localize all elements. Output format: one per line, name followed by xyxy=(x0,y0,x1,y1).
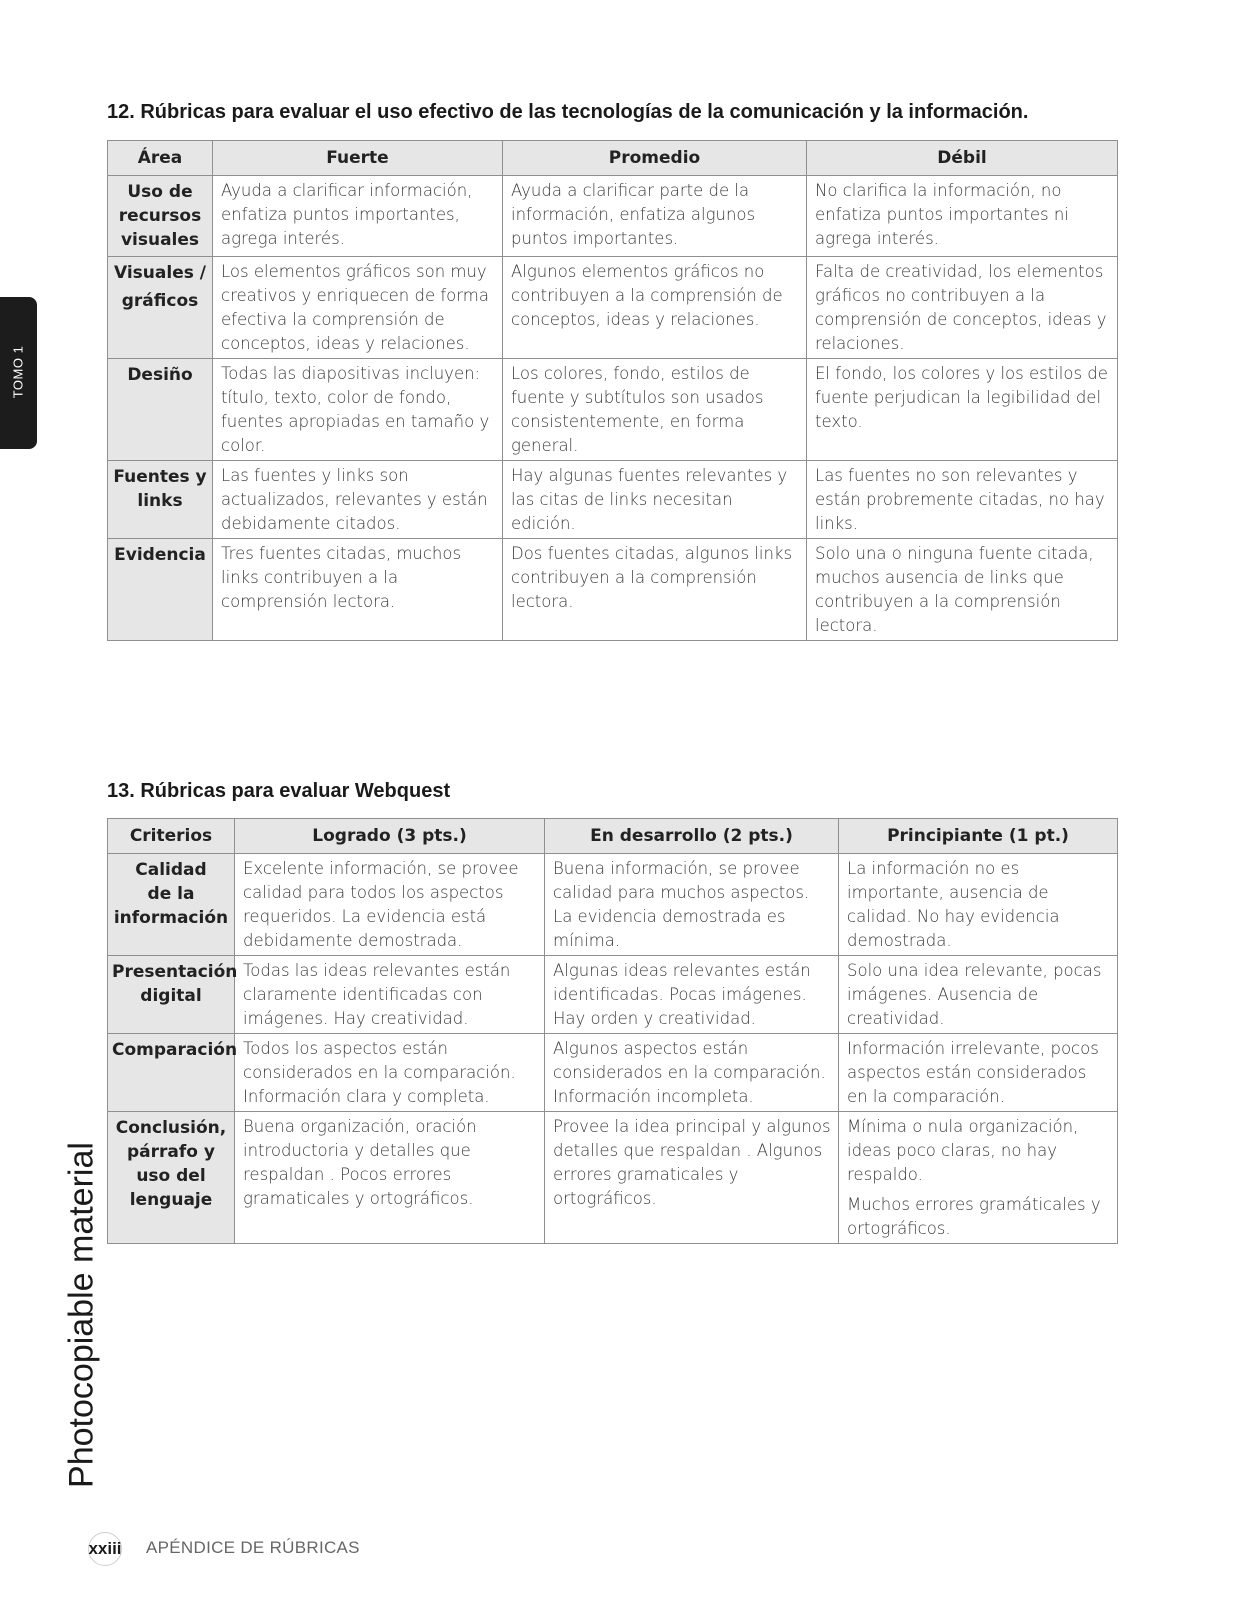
cell-principiante xyxy=(839,1112,1118,1244)
cell-debil: Las fuentes no son relevantes y están probremente citadas, no hay links. xyxy=(807,461,1118,539)
header-area: Área xyxy=(108,141,213,176)
section-13-title: 13. Rúbricas para evaluar Webquest xyxy=(107,780,451,802)
table-row xyxy=(108,854,1118,956)
table-row xyxy=(108,956,1118,1034)
area-line: Evidencia xyxy=(114,545,206,565)
row-area xyxy=(108,956,238,1034)
cell-paragraph: Muchos errores gramáticales y ortográficos. xyxy=(847,1195,1101,1238)
area-line: lenguaje xyxy=(129,1190,213,1210)
area-line: uso del xyxy=(136,1166,206,1186)
area-line: Calidad xyxy=(135,860,207,880)
table-row xyxy=(108,257,1118,359)
area-line: Desiño xyxy=(127,365,193,385)
cell-principiante: Solo una idea relevante, pocas imágenes. Ausencia de creatividad. xyxy=(839,956,1118,1034)
area-line: links xyxy=(137,491,183,511)
row-area xyxy=(108,539,213,641)
cell-debil: No clarifica la información, no enfatiza puntos importantes ni agrega interés. xyxy=(807,176,1118,257)
cell-debil: El fondo, los colores y los estilos de fuente perjudican la legibilidad del texto. xyxy=(807,359,1118,461)
area-line: Presentación xyxy=(112,962,238,982)
cell-fuerte: Las fuentes y links son actualizados, relevantes y están debidamente citados. xyxy=(213,461,503,539)
header-criterios: Criterios xyxy=(108,819,235,854)
table-row xyxy=(108,461,1118,539)
cell-debil: Falta de creatividad, los elementos gráficos no contribuyen a la comprensión de conceptos, ideas y relaciones. xyxy=(807,257,1118,359)
rubric-table-13 xyxy=(107,818,1118,1244)
cell-logrado: Buena organización, oración introductoria y detalles que respaldan . Pocos errores gramaticales y ortográficos. xyxy=(235,1112,545,1244)
row-area xyxy=(108,257,213,359)
area-line: Conclusión, xyxy=(115,1118,227,1138)
row-area xyxy=(108,854,235,956)
area-line: Fuentes y xyxy=(113,467,207,487)
cell-en-desarrollo: Algunas ideas relevantes están identificadas. Pocas imágenes. Hay orden y creatividad. xyxy=(545,956,839,1034)
cell-en-desarrollo: Provee la idea principal y algunos detalles que respaldan . Algunos errores gramaticales y ortográficos. xyxy=(545,1112,839,1244)
side-tab-label: TOMO 1 xyxy=(10,345,26,399)
table-row xyxy=(108,176,1118,257)
area-line: visuales xyxy=(120,230,200,250)
area-line: Uso de xyxy=(127,182,193,202)
section-12-title: 12. Rúbricas para evaluar el uso efectivo de las tecnologías de la comunicación y la información. xyxy=(107,101,1029,123)
header-row xyxy=(108,141,1118,176)
cell-logrado: Excelente información, se provee calidad para todos los aspectos requeridos. La evidencia está debidamente demostrada. xyxy=(235,854,545,956)
table-row xyxy=(108,359,1118,461)
cell-logrado: Todos los aspectos están considerados en la comparación. Información clara y completa. xyxy=(235,1034,545,1112)
cell-promedio: Hay algunas fuentes relevantes y las citas de links necesitan edición. xyxy=(503,461,807,539)
cell-logrado: Todas las ideas relevantes están claramente identificadas con imágenes. Hay creatividad. xyxy=(235,956,545,1034)
table-row xyxy=(108,1034,1118,1112)
row-area xyxy=(108,1034,238,1112)
header-promedio: Promedio xyxy=(503,141,807,176)
page-number: xxiii xyxy=(88,1532,122,1566)
row-area xyxy=(108,359,213,461)
cell-principiante: La información no es importante, ausencia de calidad. No hay evidencia demostrada. xyxy=(839,854,1118,956)
area-line: información xyxy=(113,908,229,928)
header-fuerte: Fuerte xyxy=(213,141,503,176)
row-area xyxy=(108,461,213,539)
header-en-desarrollo: En desarrollo (2 pts.) xyxy=(545,819,839,854)
cell-promedio: Dos fuentes citadas, algunos links contribuyen a la comprensión lectora. xyxy=(503,539,807,641)
row-area xyxy=(108,1112,235,1244)
area-line: de la xyxy=(147,884,195,904)
footer-label: APÉNDICE DE RÚBRICAS xyxy=(146,1538,360,1557)
area-line: recursos xyxy=(118,206,202,226)
rubric-table-12 xyxy=(107,140,1118,641)
header-row xyxy=(108,819,1118,854)
table-row xyxy=(108,1112,1118,1244)
area-line: Visuales / xyxy=(114,263,206,283)
area-line: gráficos xyxy=(121,291,199,311)
area-line: párrafo y xyxy=(127,1142,215,1162)
area-line: Comparación xyxy=(112,1040,238,1060)
cell-promedio: Los colores, fondo, estilos de fuente y subtítulos son usados consistentemente, en forma general. xyxy=(503,359,807,461)
cell-promedio: Algunos elementos gráficos no contribuyen a la comprensión de conceptos, ideas y relaciones. xyxy=(503,257,807,359)
cell-debil: Solo una o ninguna fuente citada, muchos ausencia de links que contribuyen a la comprensión lectora. xyxy=(807,539,1118,641)
cell-fuerte: Los elementos gráficos son muy creativos y enriquecen de forma efectiva la comprensión de conceptos, ideas y relaciones. xyxy=(213,257,503,359)
header-principiante: Principiante (1 pt.) xyxy=(839,819,1118,854)
cell-fuerte: Tres fuentes citadas, muchos links contribuyen a la comprensión lectora. xyxy=(213,539,503,641)
cell-paragraph: Mínima o nula organización, ideas poco claras, no hay respaldo. xyxy=(847,1117,1079,1184)
cell-fuerte: Ayuda a clarificar información, enfatiza puntos importantes, agrega interés. xyxy=(213,176,503,257)
cell-fuerte: Todas las diapositivas incluyen: título, texto, color de fondo, fuentes apropiadas en tamaño y color. xyxy=(213,359,503,461)
vertical-title: Photocopiable material xyxy=(62,1142,101,1488)
cell-promedio: Ayuda a clarificar parte de la información, enfatiza algunos puntos importantes. xyxy=(503,176,807,257)
cell-en-desarrollo: Algunos aspectos están considerados en la comparación. Información incompleta. xyxy=(545,1034,839,1112)
header-logrado: Logrado (3 pts.) xyxy=(235,819,545,854)
cell-en-desarrollo: Buena información, se provee calidad para muchos aspectos. La evidencia demostrada es mínima. xyxy=(545,854,839,956)
row-area xyxy=(108,176,213,257)
cell-principiante: Información irrelevante, pocos aspectos están considerados en la comparación. xyxy=(839,1034,1118,1112)
table-row xyxy=(108,539,1118,641)
header-debil: Débil xyxy=(807,141,1118,176)
area-line: digital xyxy=(140,986,202,1006)
